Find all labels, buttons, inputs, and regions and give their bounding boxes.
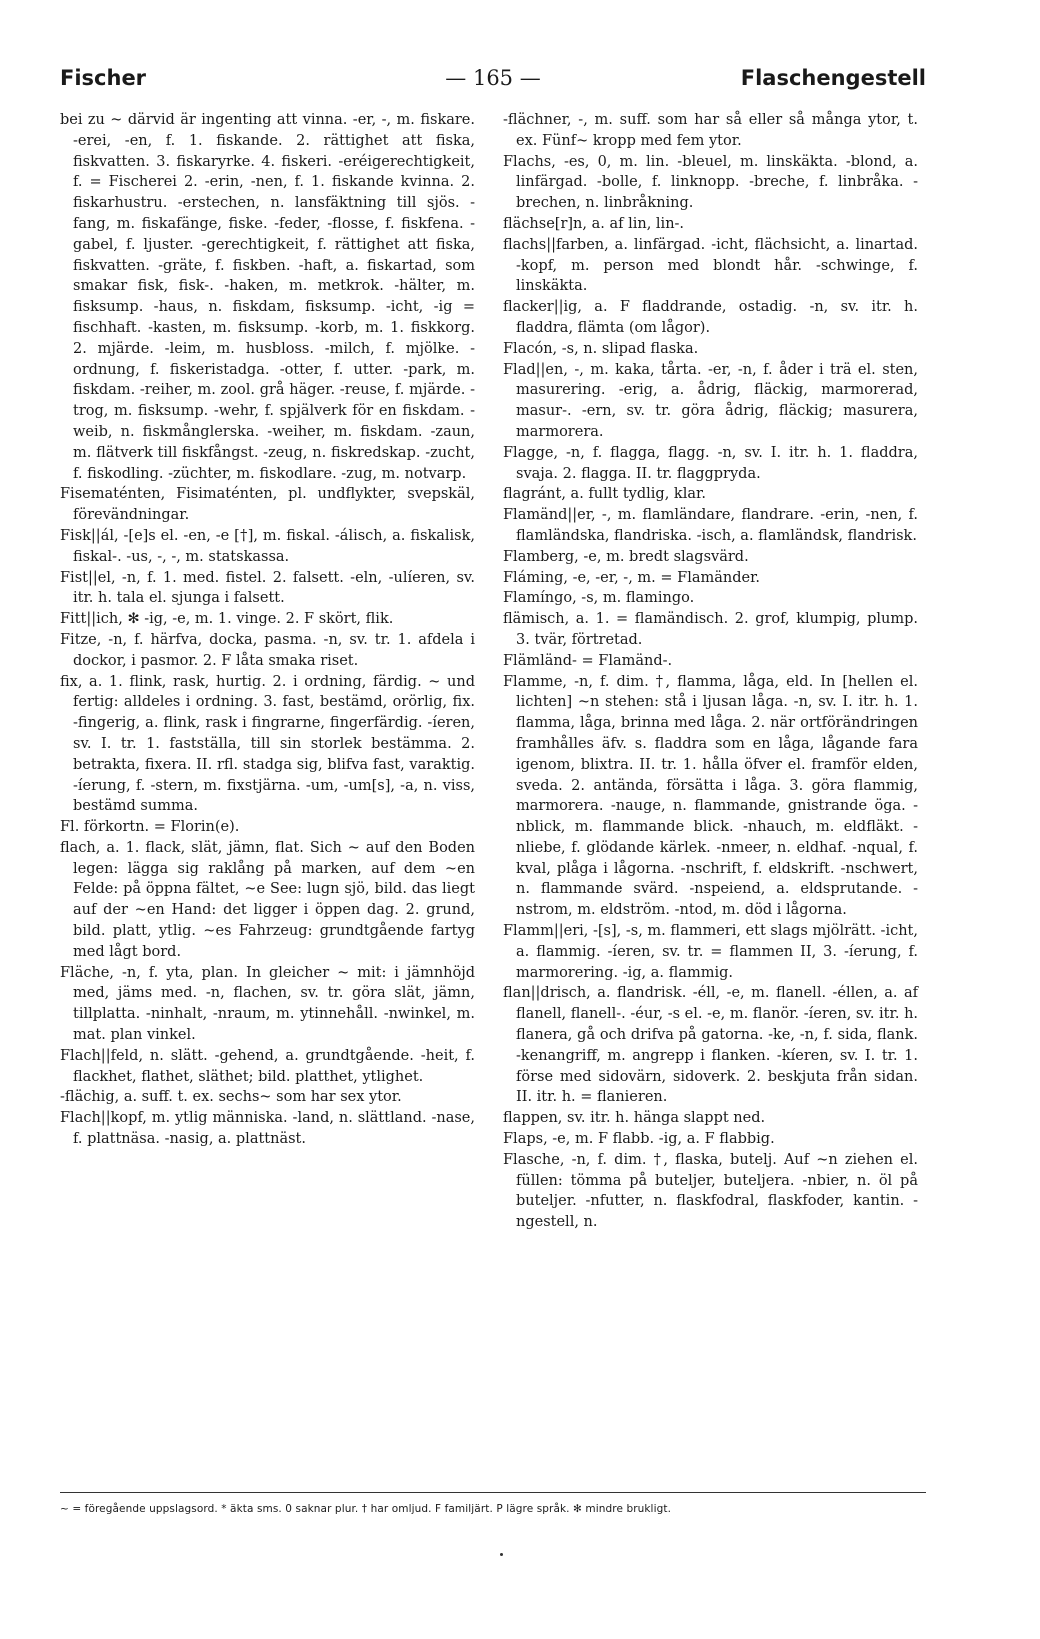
entry: Flamänd||er, -, m. flamländare, flandrare. -erin, -nen, f. flamländska, flandriska. -isch, a. flamländsk, flandrisk. <box>503 507 918 544</box>
entry: Flasche, -n, f. dim. †, flaska, butelj. Auf ~n ziehen el. füllen: tömma på buteljer, buteljera. -nbier, n. öl på buteljer. -nfutter, n. flaskfodral, flaskfoder, kantin. -ngestell, n. <box>503 1151 918 1231</box>
entry: flappen, sv. itr. h. hänga slappt ned. <box>503 1110 766 1127</box>
entry: Flad||en, -, m. kaka, tårta. -er, -n, f. åder i trä el. sten, masurering. -erig, a. ådrig, fläckig, marmorerad, masur-. -ern, sv. tr. göra ådrig, fläckig; masurera, marmorera. <box>503 361 918 440</box>
entry: -flächig, a. suff. t. ex. sechs~ som har sex ytor. <box>60 1089 402 1106</box>
entry: flacker||ig, a. F fladdrande, ostadig. -n, sv. itr. h. fladdra, flämta (om lågor). <box>503 299 918 336</box>
right-column <box>503 110 918 1233</box>
entry: fix, a. 1. flink, rask, hurtig. 2. i ordning, färdig. ~ und fertig: alldeles i ordning. 3. fast, bestämd, orörlig, fix. -fingerig, a. flink, rask i fingrarne, fingerfärdig. -íeren, sv. I. tr. 1. fastställa, till sin storlek bestämma. 2. betrakta, fixera. II. rfl. stadga sig, blifva fast, varaktig. -íerung, f. -stern, m. fixstjärna. -um, -um[s], -a, n. viss, bestämd summa. <box>60 673 475 815</box>
entry: Fl. förkortn. = Florin(e). <box>60 819 240 836</box>
entry: Flacón, -s, n. slipad flaska. <box>503 340 699 357</box>
entry: flan||drisch, a. flandrisk. -éll, -e, m. flanell. -éllen, a. af flanell, flanell-. -éur, -s el. -e, m. flanör. -íeren, sv. itr. h. flanera, gå och drifva på gatorna. -ke, -n, f. sida, flank. -kenangriff, m. angrepp i flanken. -kíeren, sv. I. tr. 1. förse med sidovärn, sidoverk. 2. beskjuta från sidan. II. itr. h. = flanieren. <box>503 985 919 1106</box>
entry: Fläche, -n, f. yta, plan. In gleicher ~ mit: i jämnhöjd med, jäms med. -n, flachen, sv. tr. göra slät, jämn, tillplatta. -ninhalt, -nraum, m. ytinnehåll. -nwinkel, m. mat. plan vinkel. <box>60 964 475 1044</box>
entry: Flach||kopf, m. ytlig människa. -land, n. slättland. -nase, f. plattnäsa. -nasig, a. plattnäst. <box>60 1110 475 1148</box>
entry: Fist||el, -n, f. 1. med. fistel. 2. falsett. -eln, -ulíeren, sv. itr. h. tala el. sjunga i falsett. <box>60 569 475 607</box>
entry: flagránt, a. fullt tydlig, klar. <box>503 486 706 503</box>
entry: Fisematénten, Fisimaténten, pl. undflykter, svepskäl, förevändningar. <box>60 486 475 524</box>
entry: Flamberg, -e, m. bredt slagsvärd. <box>503 548 749 565</box>
header-left-guide-word: Fischer <box>60 66 147 90</box>
entry: Fitt||ich, ✻ -ig, -e, m. 1. vinge. 2. F skört, flik. <box>60 611 394 628</box>
abbreviation-legend: ~ = föregående uppslagsord. * äkta sms. 0 saknar plur. † har omljud. F familjärt. P lägre språk. ✻ mindre brukligt. <box>60 1492 926 1515</box>
entry: Flamíngo, -s, m. flamingo. <box>503 590 695 607</box>
entry: -flächner, -, m. suff. som har så eller så många ytor, t. ex. Fünf~ kropp med fem ytor. <box>503 112 918 149</box>
entry: flachs||farben, a. linfärgad. -icht, flächsicht, a. linartad. -kopf, m. person med blondt hår. -schwinge, f. linskäkta. <box>503 236 918 295</box>
entry: flächse[r]n, a. af lin, lin-. <box>503 215 685 232</box>
entry: Fitze, -n, f. härfva, docka, pasma. -n, sv. tr. 1. afdela i dockor, i pasmor. 2. F låta smaka riset. <box>60 631 475 669</box>
header-right-guide-word: Flaschengestell <box>740 66 926 90</box>
entry: Flachs, -es, 0, m. lin. -bleuel, m. linskäkta. -blond, a. linfärgad. -bolle, f. linknopp. -breche, f. linbråka. -brechen, n. linbråkning. <box>503 153 918 212</box>
entry: Fisk||ál, -[e]s el. -en, -e [†], m. fiskal. -álisch, a. fiskalisk, fiskal-. -us, -, -, m. statskassa. <box>60 527 475 565</box>
dictionary-page <box>60 58 926 1618</box>
print-speck <box>500 1553 503 1556</box>
entry: flach, a. 1. flack, slät, jämn, flat. Sich ~ auf den Boden legen: lägga sig raklång på marken, auf dem ~en Felde: på öppna fältet, ~e See: lugn sjö, bild. das liegt auf der ~en Hand: det ligger i öppen dag. 2. grund, bild. platt, ytlig. ~es Fahrzeug: grundtgående fartyg med lågt bord. <box>60 839 475 960</box>
left-column <box>60 110 475 1150</box>
entry: Flaps, -e, m. F flabb. -ig, a. F flabbig. <box>503 1131 775 1148</box>
entry: Flämländ- = Flamänd-. <box>503 652 673 669</box>
page-number: — 165 — <box>445 66 541 90</box>
entry: Flagge, -n, f. flagga, flagg. -n, sv. I. itr. h. 1. fladdra, svaja. 2. flagga. II. tr. flaggpryda. <box>503 444 918 482</box>
page-header <box>60 58 926 94</box>
entry: Fláming, -e, -er, -, m. = Flamänder. <box>503 569 761 586</box>
entry: bei zu ~ därvid är ingenting att vinna. -er, -, m. fiskare. -erei, -en, f. 1. fiskande. 2. rättighet att fiska, fiskvatten. 3. fiskaryrke. 4. fiskeri. -eréigerechtigkeit, f. = Fischerei 2. -erin, -nen, f. 1. fiskande kvinna. 2. fiskarhustru. -erstechen, n. lansfäktning till sjös. -fang, m. fiskafänge, fiske. -feder, -flosse, f. fiskfena. -gabel, f. ljuster. -gerechtigkeit, f. rättighet att fiska, fiskvatten. -gräte, f. fiskben. -haft, a. fiskartad, som smakar fisk, fisk-. -haken, m. metkrok. -hälter, m. fisksump. -haus, n. fiskdam, fisksump. -icht, -ig = fischhaft. -kasten, m. fisksump. -korb, m. 1. fiskkorg. 2. mjärde. -leim, m. husbloss. -milch, f. mjölke. -ordnung, f. fiskeristadga. -otter, f. utter. -park, m. fiskdam. -reiher, m. zool. grå häger. -reuse, f. mjärde. -trog, m. fisksump. -wehr, f. spjälverk för en fiskdam. -weib, n. fiskmånglerska. -weiher, m. fiskdam. -zaun, m. flätverk till fiskfångst. -zeug, n. fiskredskap. -zucht, f. fiskodling. -züchter, m. fiskodlare. -zug, m. notvarp. <box>60 112 475 482</box>
entry: Flamm||eri, -[s], -s, m. flammeri, ett slags mjölrätt. -icht, a. flammig. -íeren, sv. tr. = flammen II, 3. -íerung, f. marmorering. -ig, a. flammig. <box>503 923 918 981</box>
entry: Flamme, -n, f. dim. †, flamma, låga, eld. In [hellen el. lichten] ~n stehen: stå i ljusan låga. -n, sv. I. itr. h. 1. flamma, låga, brinna med låga. 2. när ortförändringen framhålles äfv. s. fladdra som en låga, lågande fara igenom, blixtra. II. tr. 1. hålla öfver el. framför elden, sveda. 2. antända, försätta i låga. 3. göra flammig, marmorera. -nauge, n. flammande, gnistrande öga. -nblick, m. flammande blick. -nhauch, m. eldfläkt. -nliebe, f. glödande kärlek. -nmeer, n. eldhaf. -nqual, f. kval, plåga i lågorna. -nschrift, f. eldskrift. -nschwert, n. flammande svärd. -nspeiend, a. eldsprutande. -nstrom, m. eldström. -ntod, m. död i lågorna. <box>503 673 918 919</box>
entry: flämisch, a. 1. = flamändisch. 2. grof, klumpig, plump. 3. tvär, förtretad. <box>503 611 918 648</box>
entry: Flach||feld, n. slätt. -gehend, a. grundtgående. -heit, f. flackhet, flathet, släthet; bild. platthet, ytlighet. <box>60 1047 475 1085</box>
